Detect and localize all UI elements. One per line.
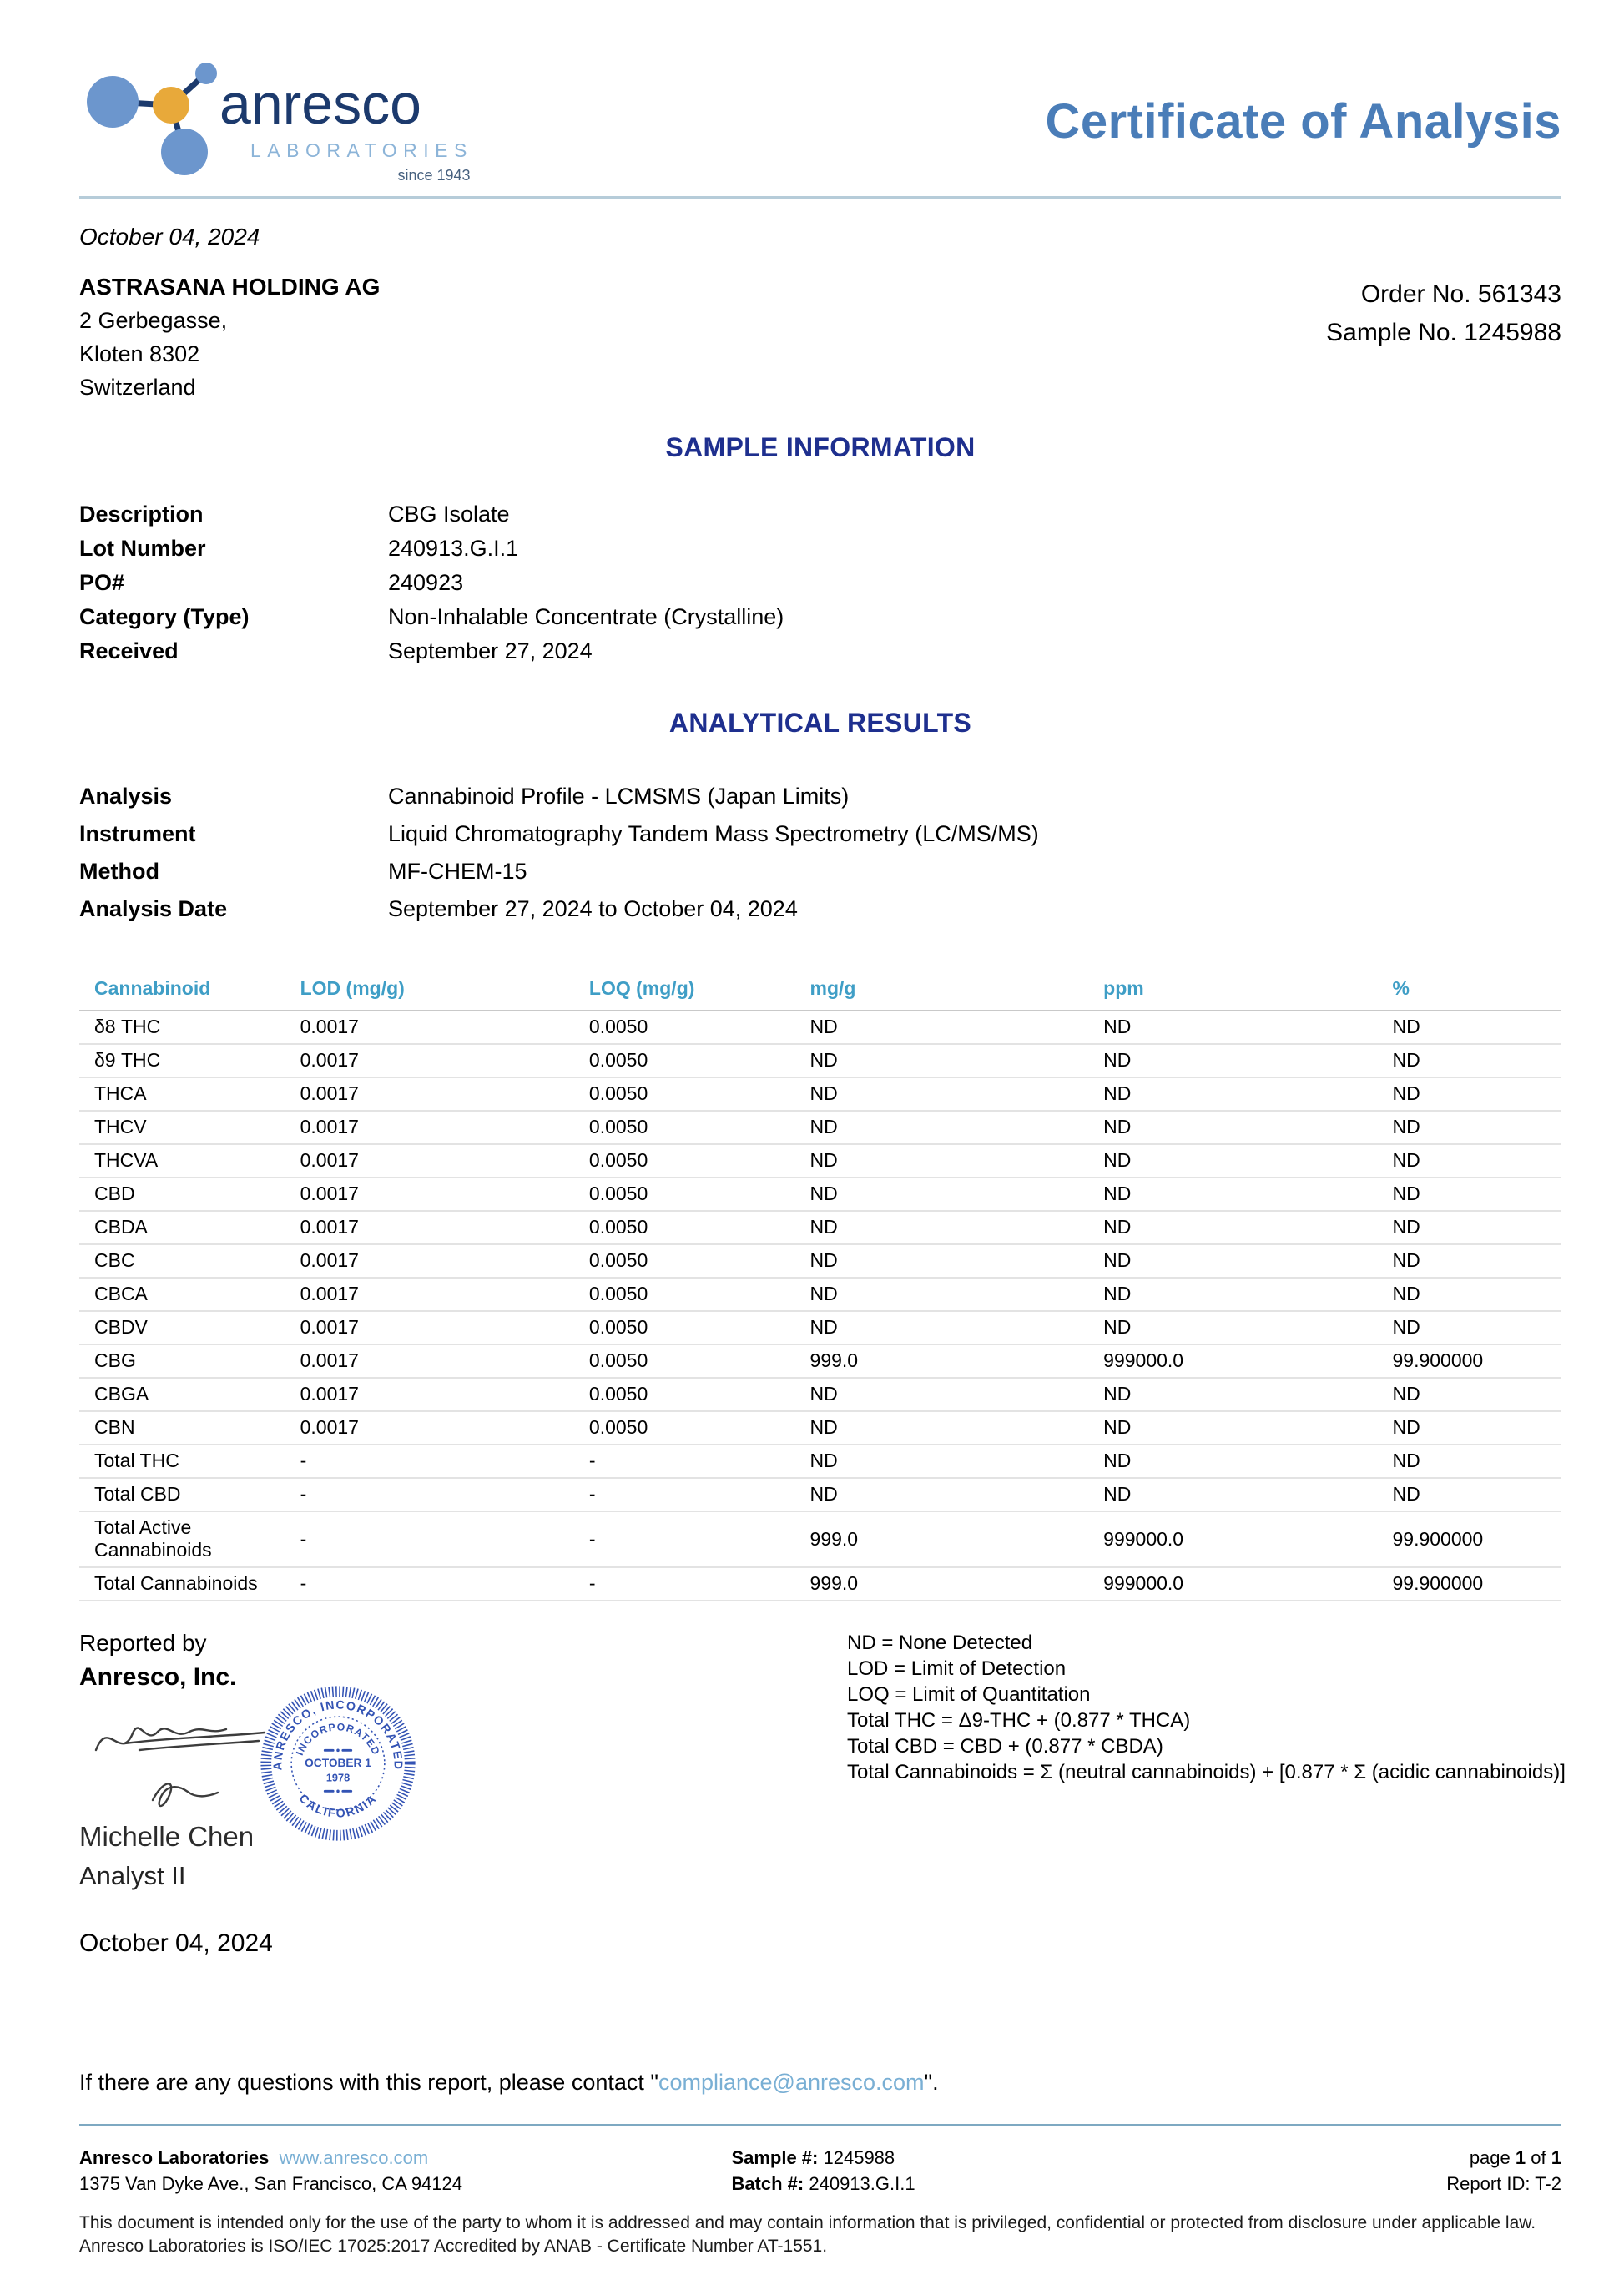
table-cell: 0.0050 [589,1411,810,1445]
table-cell: ND [810,1244,1104,1278]
table-cell: ND [810,1178,1104,1211]
bottom-section [79,2070,1561,2258]
client-address-line: Kloten 8302 [79,341,200,366]
report-date-bottom: October 04, 2024 [79,1929,273,1957]
table-cell: - [300,1511,589,1567]
field-value: September 27, 2024 [388,638,593,663]
table-cell: CBDA [79,1211,300,1244]
column-header: LOD (mg/g) [300,972,589,1011]
table-cell: CBC [79,1244,300,1278]
compliance-email-link[interactable]: compliance@anresco.com [658,2070,925,2095]
table-row [79,1178,1561,1211]
table-row [79,1077,1561,1111]
table-cell: THCV [79,1111,300,1144]
table-cell: 999.0 [810,1567,1104,1601]
table-cell: - [300,1567,589,1601]
table-row [79,1344,1561,1378]
table-cell: ND [810,1211,1104,1244]
table-cell: ND [1392,1144,1561,1178]
footer-batch-label: Batch #: [731,2173,804,2194]
table-cell: ND [1392,1478,1561,1511]
column-header: LOQ (mg/g) [589,972,810,1011]
table-cell: 0.0017 [300,1111,589,1144]
table-row [79,1445,1561,1478]
stamp-arc-inner-text: INCORPORATED [293,1721,383,1758]
table-cell: 0.0017 [300,1178,589,1211]
field-value: 240913.G.I.1 [388,536,519,561]
stamp-arc-top-text: ANRESCO, INCORPORATED [271,1698,405,1771]
header [79,0,1561,188]
field-row [79,638,1561,673]
page-title: Certificate of Analysis [1045,94,1561,149]
table-cell: ND [1103,1311,1392,1344]
table-cell: 99.900000 [1392,1344,1561,1378]
stamp-date-text: OCTOBER 1 [305,1756,371,1769]
table-row [79,1278,1561,1311]
table-cell: Total CBD [79,1478,300,1511]
table-row [79,1111,1561,1144]
table-cell: 999000.0 [1103,1344,1392,1378]
table-cell: - [300,1478,589,1511]
table-cell: ND [810,1278,1104,1311]
table-cell: 0.0017 [300,1044,589,1077]
results-table-body [79,1011,1561,1601]
table-cell: ND [1392,1211,1561,1244]
table-row [79,1211,1561,1244]
footer-sample-value: 1245988 [823,2147,895,2168]
table-cell: δ8 THC [79,1011,300,1044]
stamp-arc-bottom-text: CALIFORNIA [295,1792,381,1821]
table-cell: ND [1392,1011,1561,1044]
table-cell: ND [1103,1445,1392,1478]
table-cell: ND [1392,1178,1561,1211]
results-table [79,972,1561,1601]
footer-company: Anresco Laboratories [79,2147,270,2168]
analytical-results-title: ANALYTICAL RESULTS [668,708,972,738]
table-cell: ND [1103,1211,1392,1244]
client-address-line: 2 Gerbegasse, [79,308,228,333]
table-cell: ND [810,1445,1104,1478]
table-cell: ND [1103,1411,1392,1445]
table-cell: ND [1103,1111,1392,1144]
table-cell: 0.0017 [300,1378,589,1411]
meta-row [79,274,1561,401]
field-value: September 27, 2024 to October 04, 2024 [388,896,798,921]
field-value: CBG Isolate [388,502,510,527]
table-cell: Total THC [79,1445,300,1478]
table-cell: 0.0050 [589,1144,810,1178]
field-label: PO# [79,570,125,595]
table-cell: 0.0050 [589,1044,810,1077]
table-cell: CBCA [79,1278,300,1311]
analyst-name: Michelle Chen [79,1821,255,1852]
footer-sample-label: Sample #: [731,2147,819,2168]
field-row [79,604,1561,638]
field-row [79,859,1561,896]
table-row [79,1144,1561,1178]
note-line: ND = None Detected [847,1632,1033,1654]
table-cell: ND [810,1044,1104,1077]
column-header: % [1392,972,1561,1011]
table-cell: ND [810,1478,1104,1511]
page-indicator: page 1 of 1 [1469,2147,1561,2168]
field-label: Instrument [79,821,196,846]
sample-information-fields [79,502,1561,673]
table-cell: ND [810,1144,1104,1178]
table-cell: 0.0050 [589,1311,810,1344]
table-cell: 0.0050 [589,1178,810,1211]
client-block [79,274,380,401]
column-header: mg/g [810,972,1104,1011]
table-cell: - [589,1567,810,1601]
table-row [79,1567,1561,1601]
results-table-header-row [79,972,1561,1011]
notes-list [847,1630,1566,1785]
table-cell: ND [1392,1044,1561,1077]
table-row [79,1511,1561,1567]
table-cell: ND [1392,1311,1561,1344]
note-line: Total THC = Δ9-THC + (0.877 * THCA) [847,1709,1191,1732]
field-label: Analysis Date [79,896,228,921]
table-cell: ND [1103,1178,1392,1211]
footer-website-link[interactable]: www.anresco.com [279,2147,429,2168]
report-id: Report ID: T-2 [1446,2173,1561,2194]
field-row [79,821,1561,859]
column-header: ppm [1103,972,1392,1011]
order-number: Order No. 561343 [1360,280,1561,308]
table-cell: 999.0 [810,1344,1104,1378]
table-cell: THCA [79,1077,300,1111]
table-cell: ND [1103,1044,1392,1077]
table-cell: - [589,1511,810,1567]
table-cell: 99.900000 [1392,1511,1561,1567]
note-line: Total CBD = CBD + (0.877 * CBDA) [847,1735,1163,1758]
table-cell: CBDV [79,1311,300,1344]
sample-number: Sample No. 1245988 [1326,319,1561,346]
table-cell: CBD [79,1178,300,1211]
footer [79,2145,1561,2197]
table-cell: ND [1103,1144,1392,1178]
table-cell: ND [810,1311,1104,1344]
logo-sub-text: LABORATORIES [250,139,473,161]
table-cell: 0.0017 [300,1311,589,1344]
field-row [79,570,1561,604]
table-cell: ND [1103,1278,1392,1311]
table-cell: ND [1103,1077,1392,1111]
table-cell: CBG [79,1344,300,1378]
table-cell: 0.0050 [589,1344,810,1378]
table-cell: ND [1392,1445,1561,1478]
field-label: Lot Number [79,536,206,561]
field-value: MF-CHEM-15 [388,859,527,884]
table-row [79,1478,1561,1511]
reported-company: Anresco, Inc. [79,1663,237,1691]
field-row [79,896,1561,934]
reported-by-label: Reported by [79,1630,207,1656]
table-cell: CBGA [79,1378,300,1411]
table-cell: ND [810,1011,1104,1044]
field-label: Description [79,502,204,527]
table-cell: ND [1392,1111,1561,1144]
report-date-top: October 04, 2024 [79,224,260,250]
logo-brand-text: anresco [219,73,421,136]
report-zone [79,1630,1566,2097]
table-cell: CBN [79,1411,300,1445]
note-line: LOQ = Limit of Quantitation [847,1683,1091,1706]
table-cell: 0.0017 [300,1278,589,1311]
table-cell: Total Cannabinoids [79,1567,300,1601]
footer-sample-block [731,2145,1220,2197]
table-row [79,1378,1561,1411]
field-value: 240923 [388,570,464,595]
contact-prefix: If there are any questions with this report, please contact " [79,2070,658,2095]
table-row [79,1411,1561,1445]
table-cell: 0.0050 [589,1278,810,1311]
header-divider [79,196,1561,199]
analyst-title: Analyst II [79,1861,186,1890]
analytical-results-fields [79,784,1561,934]
table-cell: ND [1392,1278,1561,1311]
field-value: Non-Inhalable Concentrate (Crystalline) [388,604,784,629]
contact-suffix: ". [924,2070,939,2095]
table-cell: Total Active Cannabinoids [79,1511,300,1567]
table-cell: 0.0050 [589,1111,810,1144]
table-cell: THCVA [79,1144,300,1178]
order-block [1326,275,1561,401]
table-cell: ND [810,1378,1104,1411]
disclaimer-text: This document is intended only for the use of the party to whom it is addressed and may contain information that is privileged, confidential or protected from disclosure under applicable law. Anresco Laboratories is ISO/IEC 17025:2017 Accredited by ANAB - Certificate Number AT-1551. [79,2213,1536,2256]
table-row [79,1311,1561,1344]
table-cell: 999000.0 [1103,1567,1392,1601]
note-line: Total Cannabinoids = Σ (neutral cannabinoids) + [0.877 * Σ (acidic cannabinoids)] [847,1761,1566,1783]
field-row [79,502,1561,536]
table-row [79,1244,1561,1278]
table-cell: ND [1103,1378,1392,1411]
column-header: Cannabinoid [79,972,300,1011]
table-cell: 999.0 [810,1511,1104,1567]
table-cell: ND [1103,1478,1392,1511]
table-cell: 0.0050 [589,1011,810,1044]
footer-divider [79,2124,1561,2126]
client-address-line: Switzerland [79,375,196,400]
table-cell: ND [1103,1011,1392,1044]
table-cell: 0.0017 [300,1244,589,1278]
logo-since-text: since 1943 [397,167,471,184]
footer-page-block [1221,2145,1561,2197]
table-cell: 0.0017 [300,1411,589,1445]
table-cell: 0.0050 [589,1244,810,1278]
anresco-logo [79,50,630,188]
footer-address: 1375 Van Dyke Ave., San Francisco, CA 94124 [79,2173,463,2194]
table-cell: ND [810,1411,1104,1445]
table-cell: - [300,1445,589,1478]
field-value: Liquid Chromatography Tandem Mass Spectrometry (LC/MS/MS) [388,821,1039,846]
table-cell: 0.0017 [300,1211,589,1244]
table-cell: ND [1392,1411,1561,1445]
molecule-icon [87,63,217,175]
table-cell: ND [810,1077,1104,1111]
table-cell: 999000.0 [1103,1511,1392,1567]
footer-lab-block [79,2145,731,2197]
table-cell: 0.0050 [589,1378,810,1411]
sample-information-title: SAMPLE INFORMATION [665,432,976,462]
table-cell: - [589,1445,810,1478]
field-row [79,536,1561,570]
table-cell: 0.0017 [300,1011,589,1044]
field-value: Cannabinoid Profile - LCMSMS (Japan Limits) [388,784,850,809]
table-cell: δ9 THC [79,1044,300,1077]
field-row [79,784,1561,821]
contact-line [79,2070,1561,2096]
svg-text:CALIFORNIA [296,1792,380,1821]
footer-batch-value: 240913.G.I.1 [809,2173,915,2194]
field-label: Received [79,638,179,663]
table-cell: 99.900000 [1392,1567,1561,1601]
client-name: ASTRASANA HOLDING AG [79,274,381,300]
table-cell: 0.0017 [300,1344,589,1378]
table-cell: ND [1103,1244,1392,1278]
table-row [79,1011,1561,1044]
table-cell: 0.0050 [589,1211,810,1244]
field-label: Analysis [79,784,173,809]
notary-stamp-icon [256,1682,420,1845]
table-cell: ND [1392,1244,1561,1278]
table-cell: - [589,1478,810,1511]
table-row [79,1044,1561,1077]
table-cell: 0.0050 [589,1077,810,1111]
table-cell: ND [810,1111,1104,1144]
field-label: Category (Type) [79,604,250,629]
stamp-year-text: 1978 [325,1771,351,1784]
note-line: LOD = Limit of Detection [847,1657,1067,1680]
table-cell: ND [1392,1077,1561,1111]
table-cell: 0.0017 [300,1077,589,1111]
table-cell: ND [1392,1378,1561,1411]
field-label: Method [79,859,159,884]
table-cell: 0.0017 [300,1144,589,1178]
